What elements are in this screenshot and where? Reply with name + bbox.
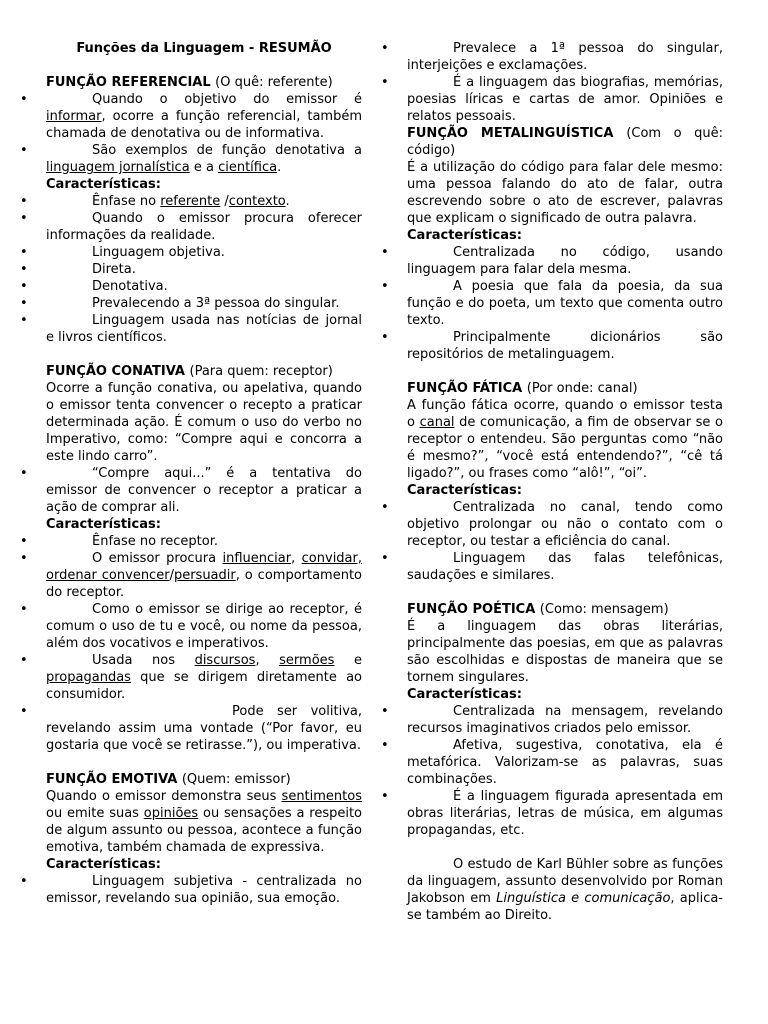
bullet: • Prevalece a 1ª pessoa do singular, interjeições e exclamações. [407,40,723,74]
bullet: • Pode ser volitiva, revelando assim uma vontade (“Por favor, eu gostaria que você se retirasse.”), ou imperativa. [46,703,362,754]
characteristics-label: Características: [46,177,161,192]
characteristics-label: Características: [407,483,522,498]
bullet: • O emissor procura influenciar, convidar, ordenar convencer/persuadir, o comportamento do receptor. [46,550,362,601]
paragraph: A função fática ocorre, quando o emissor testa o canal de comunicação, a fim de observar se o receptor o entendeu. São perguntas como “não é mesmo?”, “você está entendendo?”, “cê tá ligado?”, ou frases como “alô!”, “oi”. [407,398,723,481]
bullet: • Centralizada na mensagem, revelando recursos imaginativos criados pelo emissor. [407,703,723,737]
bullet: • Centralizada no código, usando linguagem para falar dela mesma. [407,244,723,278]
characteristics-label: Características: [407,687,522,702]
bullet: • Linguagem subjetiva - centralizada no emissor, revelando sua opinião, sua emoção. [46,873,362,907]
paragraph: É a linguagem das obras literárias, principalmente das poesias, em que as palavras são escolhidas e dispostas de maneira que se tornem singulares. [407,619,723,685]
bullet: • Linguagem das falas telefônicas, saudações e similares. [407,550,723,584]
bullet: • Ênfase no referente /contexto. [46,193,362,210]
paragraph: Quando o emissor demonstra seus sentimentos ou emite suas opiniões ou sensações a respeito de algum assunto ou pessoa, acontece a função emotiva, também chamada de expressiva. [46,789,362,855]
bullet: • Quando o emissor procura oferecer informações da realidade. [46,210,362,244]
bullet: • É a linguagem figurada apresentada em obras literárias, letras de música, em algumas propagandas, etc. [407,788,723,839]
heading-emotiva: FUNÇÃO EMOTIVA (Quem: emissor) [46,772,291,787]
characteristics-label: Características: [46,857,161,872]
bullet: • Como o emissor se dirige ao receptor, é comum o uso de tu e você, ou nome da pessoa, além dos vocativos e imperativos. [46,601,362,652]
heading-fatica: FUNÇÃO FÁTICA (Por onde: canal) [407,381,638,396]
bullet: • Usada nos discursos, sermões e propagandas que se dirigem diretamente ao consumidor. [46,652,362,703]
document-title: Funções da Linguagem - RESUMÃO [76,41,332,56]
bullet: • Afetiva, sugestiva, conotativa, ela é metafórica. Valorizam-se as palavras, suas combinações. [407,737,723,788]
bullet: • Ênfase no receptor. [46,533,362,550]
bullet: • São exemplos de função denotativa a linguagem jornalística e a científica. [46,142,362,176]
characteristics-label: Características: [407,228,522,243]
left-column [46,40,362,907]
bullet: • É a linguagem das biografias, memórias, poesias líricas e cartas de amor. Opiniões e relatos pessoais. [407,74,723,125]
bullet: • Centralizada no canal, tendo como objetivo prolongar ou não o contato com o receptor, ou testar a eficiência do canal. [407,499,723,550]
bullet: • Direta. [46,261,362,278]
heading-poetica: FUNÇÃO POÉTICA (Como: mensagem) [407,602,669,617]
right-column [407,40,723,924]
paragraph: Ocorre a função conativa, ou apelativa, quando o emissor tenta convencer o recepto a praticar determinada ação. É comum o uso do verbo no Imperativo, como: “Compre aqui e concorra a este lindo carro”. [46,381,362,464]
bullet: • Principalmente dicionários são repositórios de metalinguagem. [407,329,723,363]
bullet: • “Compre aqui...” é a tentativa do emissor de convencer o receptor a praticar a ação de comprar ali. [46,465,362,516]
paragraph: É a utilização do código para falar dele mesmo: uma pessoa falando do ato de falar, outra escrevendo sobre o ato de escrever, palavras que explicam o significado de outra palavra. [407,160,723,226]
heading-referencial: FUNÇÃO REFERENCIAL (O quê: referente) [46,75,333,90]
bullet: • Denotativa. [46,278,362,295]
bullet: • Linguagem usada nas notícias de jornal e livros científicos. [46,312,362,346]
bullet: • Quando o objetivo do emissor éinformar, ocorre a função referencial, também chamada de denotativa ou de informativa. [46,91,362,142]
heading-conativa: FUNÇÃO CONATIVA (Para quem: receptor) [46,364,333,379]
heading-metalinguistica: FUNÇÃO METALINGUÍSTICA (Com o quê: código) [407,126,723,158]
characteristics-label: Características: [46,517,161,532]
bullet: • Linguagem objetiva. [46,244,362,261]
closing-paragraph: O estudo de Karl Bühler sobre as funções da linguagem, assunto desenvolvido por Roman Jakobson em Linguística e comunicação, aplica-se também ao Direito. [407,857,723,923]
bullet: • Prevalecendo a 3ª pessoa do singular. [46,295,362,312]
bullet: • A poesia que fala da poesia, da sua função e do poeta, um texto que comenta outro texto. [407,278,723,329]
